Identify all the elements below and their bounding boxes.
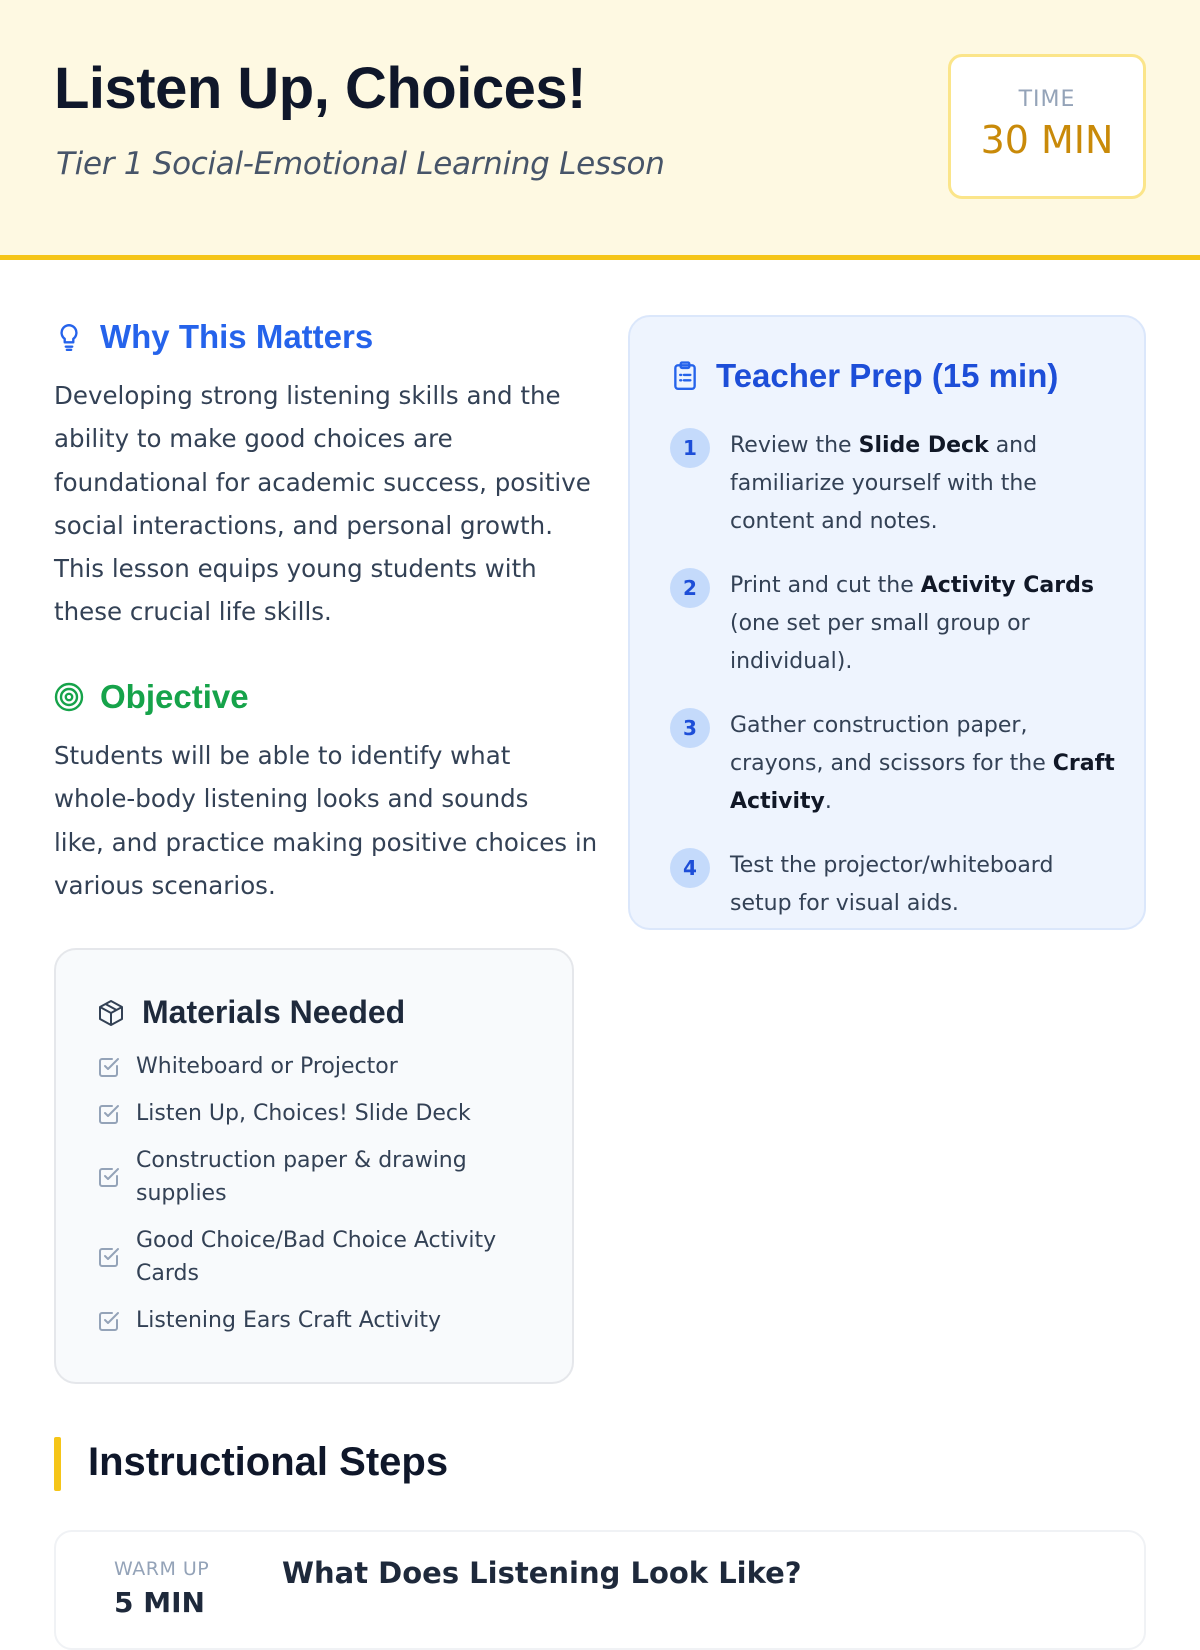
prep-item-pre: Test the projector/whiteboard setup for visual aids. bbox=[730, 853, 1054, 916]
prep-item-post: . bbox=[824, 789, 832, 814]
prep-item-bold: Activity Cards bbox=[920, 573, 1094, 598]
materials-item-label: Good Choice/Bad Choice Activity Cards bbox=[136, 1228, 497, 1286]
step-number-badge: 4 bbox=[670, 848, 710, 888]
objective-line: Students will be able to identify what bbox=[54, 741, 511, 770]
step-duration: 5 MIN bbox=[114, 1586, 205, 1619]
steps-heading: Instructional Steps bbox=[88, 1440, 449, 1484]
why-paragraph bbox=[54, 374, 594, 634]
prep-item bbox=[670, 847, 1120, 923]
teacher-prep-card bbox=[628, 315, 1146, 930]
materials-list bbox=[96, 1050, 516, 1351]
step-number-badge: 2 bbox=[670, 568, 710, 608]
objective-heading bbox=[54, 678, 249, 716]
prep-item-text bbox=[730, 427, 1120, 541]
lightbulb-icon bbox=[54, 322, 84, 352]
step-title: What Does Listening Look Like? bbox=[282, 1556, 802, 1590]
prep-item-text bbox=[730, 847, 1120, 923]
objective-paragraph bbox=[54, 734, 598, 907]
materials-item bbox=[96, 1144, 516, 1210]
prep-item-text bbox=[730, 707, 1120, 821]
time-value: 30 MIN bbox=[980, 118, 1114, 162]
objective-heading-text: Objective bbox=[100, 678, 249, 715]
checkbox-icon bbox=[96, 1101, 122, 1127]
prep-item bbox=[670, 427, 1120, 541]
materials-item bbox=[96, 1097, 516, 1130]
prep-heading bbox=[670, 357, 1058, 395]
materials-item bbox=[96, 1224, 516, 1290]
lesson-header bbox=[0, 0, 1200, 260]
why-line: Developing strong listening skills and the bbox=[54, 381, 561, 410]
objective-line: whole-body listening looks and sounds bbox=[54, 784, 529, 814]
prep-item-pre: Gather construction paper, crayons, and scissors for the bbox=[730, 713, 1053, 776]
time-badge bbox=[948, 54, 1146, 199]
why-line: foundational for academic success, positive bbox=[54, 467, 591, 497]
prep-item-pre: Review the bbox=[730, 433, 859, 458]
materials-item bbox=[96, 1050, 516, 1083]
prep-item-bold: Craft Activity bbox=[730, 751, 1115, 814]
step-card bbox=[54, 1530, 1146, 1650]
prep-item bbox=[670, 567, 1120, 681]
prep-item-post: and familiarize yourself with the content and notes. bbox=[730, 433, 1038, 534]
materials-item-label: Listening Ears Craft Activity bbox=[136, 1308, 441, 1333]
prep-item-text bbox=[730, 567, 1120, 681]
clipboard-icon bbox=[670, 361, 700, 391]
lesson-title: Listen Up, Choices! bbox=[54, 56, 586, 121]
checkbox-icon bbox=[96, 1244, 122, 1270]
materials-item-label: Construction paper & drawing supplies bbox=[136, 1148, 467, 1206]
why-line: This lesson equips young students with bbox=[54, 554, 537, 584]
lesson-subtitle: Tier 1 Social-Emotional Learning Lesson bbox=[56, 146, 665, 182]
why-heading-text: Why This Matters bbox=[100, 318, 374, 355]
why-line: these crucial life skills. bbox=[54, 597, 332, 627]
checkbox-icon bbox=[96, 1308, 122, 1334]
prep-item-pre: Print and cut the bbox=[730, 573, 921, 598]
prep-list bbox=[670, 427, 1120, 949]
package-icon bbox=[96, 998, 126, 1028]
materials-item-label: Listen Up, Choices! Slide Deck bbox=[136, 1101, 471, 1126]
materials-card bbox=[54, 948, 574, 1384]
materials-item-label: Whiteboard or Projector bbox=[136, 1054, 398, 1079]
step-number-badge: 3 bbox=[670, 708, 710, 748]
prep-heading-text: Teacher Prep (15 min) bbox=[716, 357, 1059, 394]
checkbox-icon bbox=[96, 1054, 122, 1080]
why-heading bbox=[54, 318, 373, 356]
why-line: ability to make good choices are bbox=[54, 424, 453, 454]
materials-heading bbox=[96, 994, 405, 1031]
materials-heading-text: Materials Needed bbox=[142, 994, 406, 1030]
why-line: social interactions, and personal growth. bbox=[54, 510, 553, 540]
checkbox-icon bbox=[96, 1164, 122, 1190]
objective-line: like, and practice making positive choices in bbox=[54, 827, 598, 857]
step-number-badge: 1 bbox=[670, 428, 710, 468]
prep-item bbox=[670, 707, 1120, 821]
step-phase: WARM UP bbox=[114, 1558, 210, 1580]
target-icon bbox=[54, 682, 84, 712]
prep-item-bold: Slide Deck bbox=[858, 433, 989, 458]
steps-accent-bar bbox=[54, 1437, 61, 1491]
materials-item bbox=[96, 1304, 516, 1337]
objective-line: various scenarios. bbox=[54, 870, 276, 900]
prep-item-post: (one set per small group or individual). bbox=[730, 611, 1030, 674]
time-label: TIME bbox=[1018, 87, 1076, 112]
